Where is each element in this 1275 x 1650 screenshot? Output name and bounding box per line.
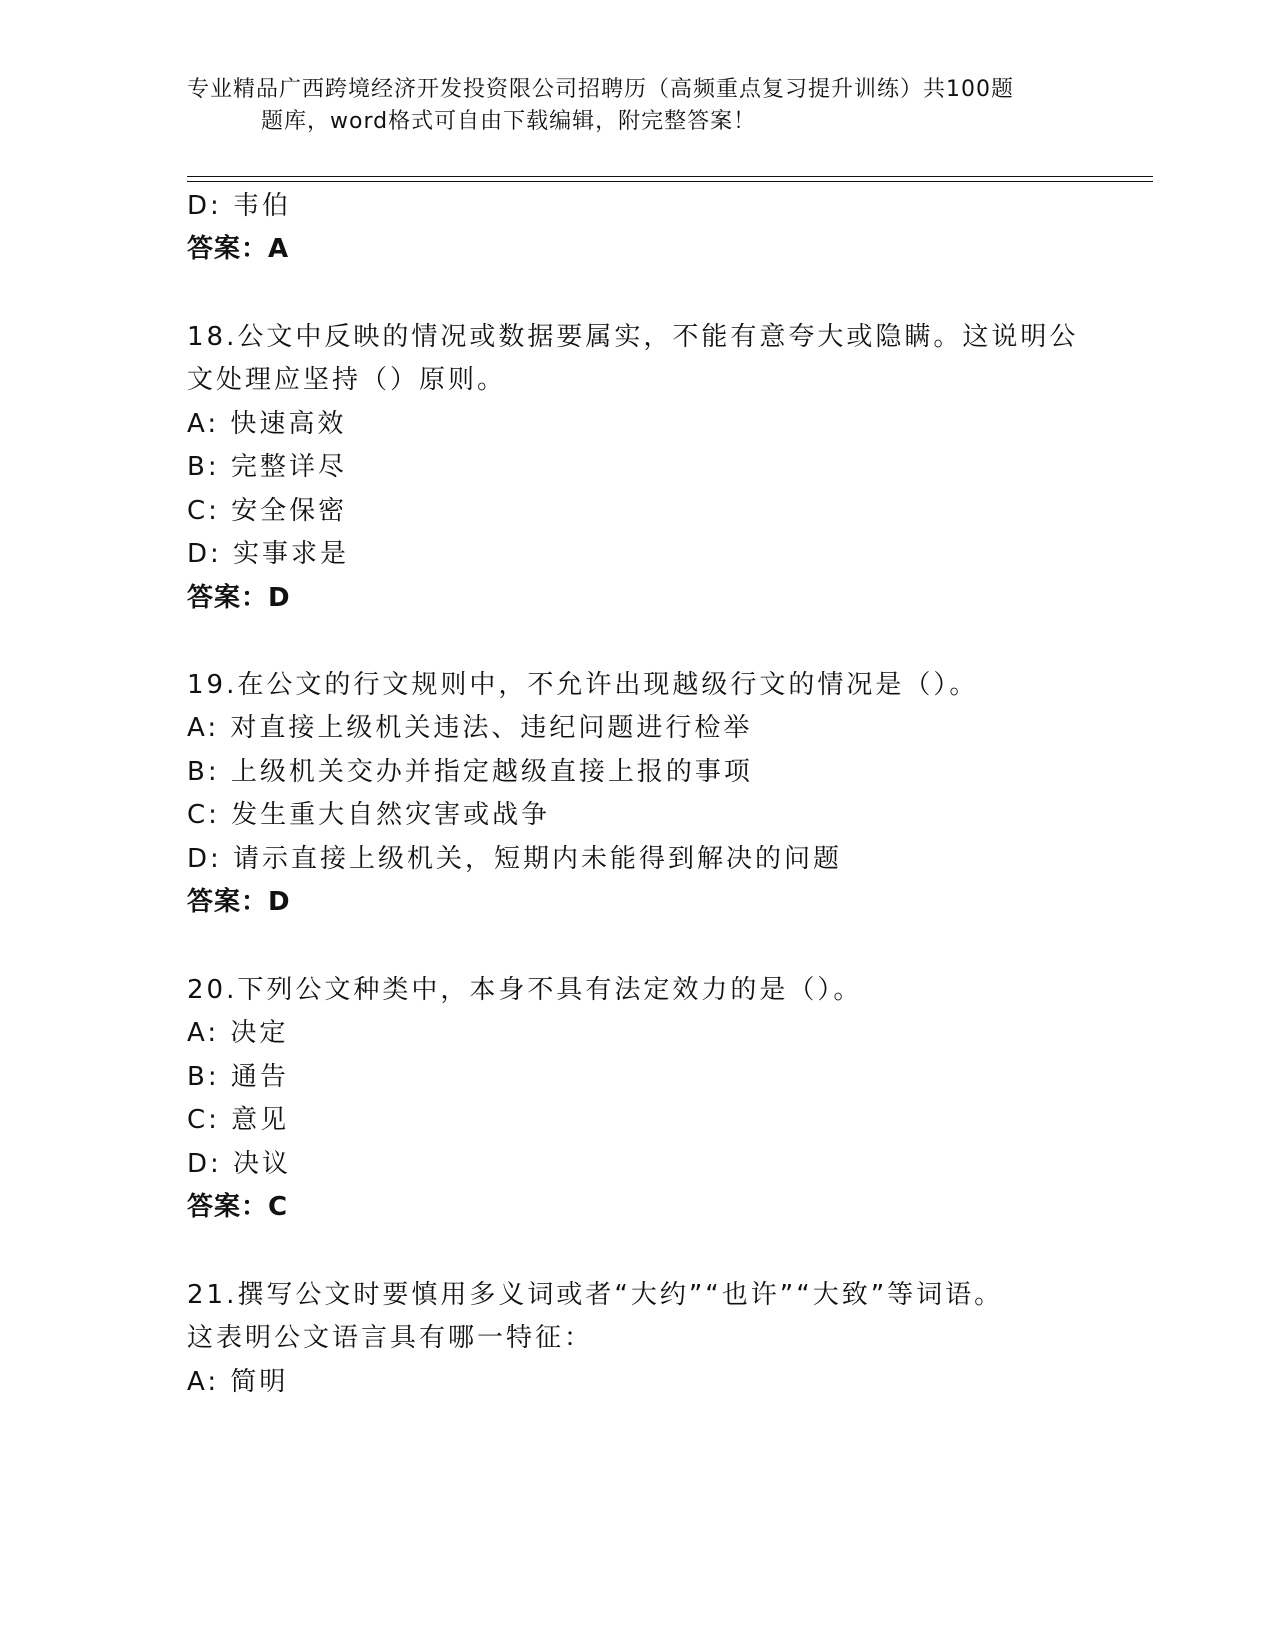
question-19-option-b: B: 上级机关交办并指定越级直接上报的事项	[187, 757, 753, 787]
question-19-stem-line-1: 19.在公文的行文规则中，不允许出现越级行文的情况是（）。	[187, 670, 979, 700]
question-18-option-c: C: 安全保密	[187, 496, 348, 526]
question-18-option-b: B: 完整详尽	[187, 452, 347, 482]
question-18-answer: 答案：D	[187, 583, 291, 613]
question-20-option-c: C: 意见	[187, 1105, 290, 1135]
header-title-line-1: 专业精品广西跨境经济开发投资限公司招聘历（高频重点复习提升训练）共100题	[187, 77, 1014, 102]
option-d: D: 韦伯	[187, 191, 292, 221]
header-divider-top	[187, 176, 1153, 177]
question-20-option-d: D: 决议	[187, 1149, 292, 1179]
question-18-stem-line-2: 文处理应坚持（）原则。	[187, 365, 507, 395]
question-19-option-a: A: 对直接上级机关违法、违纪问题进行检举	[187, 713, 753, 743]
question-18-stem-line-1: 18.公文中反映的情况或数据要属实，不能有意夸大或隐瞒。这说明公	[187, 322, 1079, 352]
question-19-option-d: D: 请示直接上级机关，短期内未能得到解决的问题	[187, 844, 843, 874]
question-19-answer: 答案：D	[187, 887, 291, 917]
question-20-answer: 答案：C	[187, 1192, 289, 1222]
question-21-stem-line-1: 21.撰写公文时要慎用多义词或者“大约”“也许”“大致”等词语。	[187, 1280, 1004, 1310]
header-title-line-2: 题库，word格式可自由下载编辑，附完整答案！	[261, 109, 757, 134]
header-divider-bottom	[187, 181, 1153, 182]
question-18-option-a: A: 快速高效	[187, 409, 347, 439]
question-20-option-a: A: 决定	[187, 1018, 289, 1048]
question-21-option-a: A: 简明	[187, 1367, 289, 1397]
answer-line: 答案：A	[187, 234, 290, 264]
question-20-option-b: B: 通告	[187, 1062, 289, 1092]
question-18-option-d: D: 实事求是	[187, 539, 350, 569]
question-21-stem-line-2: 这表明公文语言具有哪一特征：	[187, 1323, 594, 1353]
question-20-stem-line-1: 20.下列公文种类中，本身不具有法定效力的是（）。	[187, 975, 863, 1005]
page-header	[187, 74, 1087, 138]
question-19-option-c: C: 发生重大自然灾害或战争	[187, 800, 551, 830]
